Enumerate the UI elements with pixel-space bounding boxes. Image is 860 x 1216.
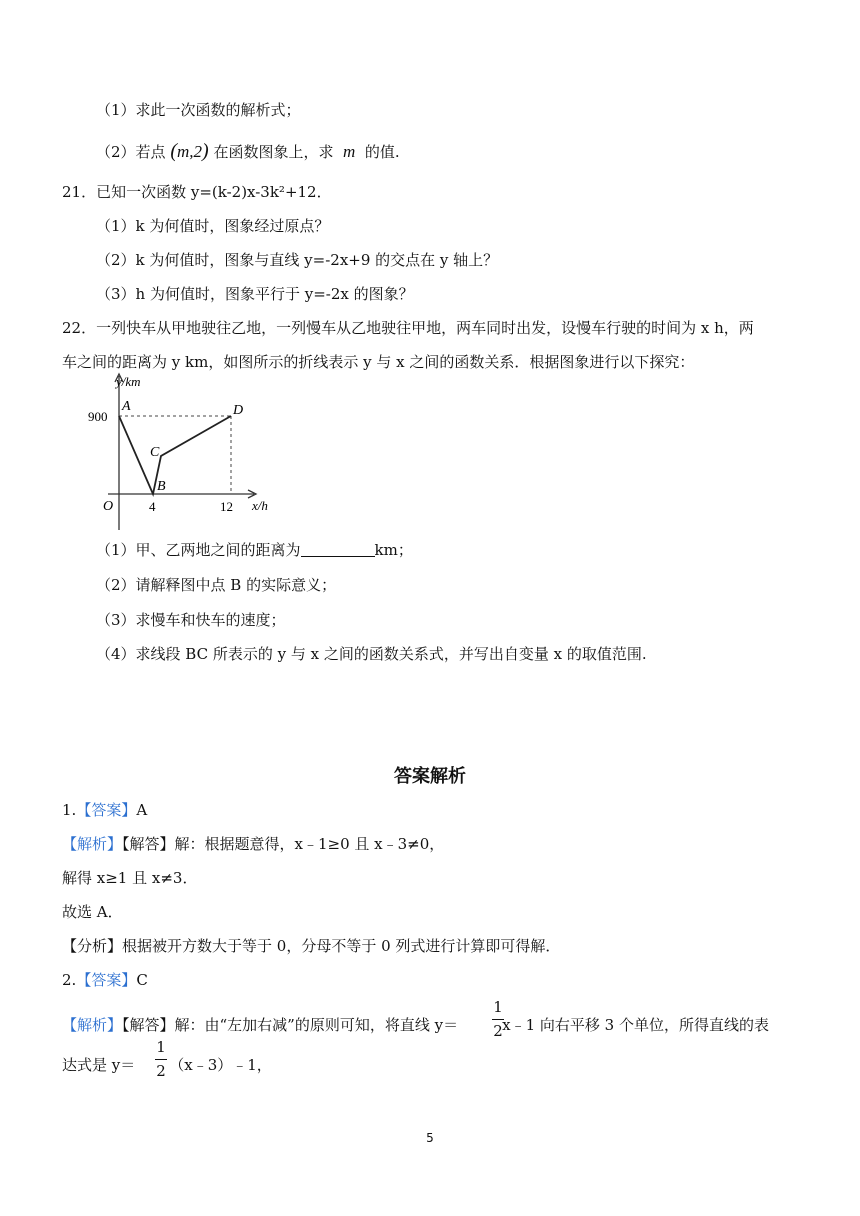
- fraction1-numerator: 1: [493, 998, 503, 1016]
- fraction2-denominator: 2: [156, 1062, 166, 1080]
- q20-part2-suffix: 的值.: [364, 143, 400, 161]
- answer2-value: C: [136, 971, 148, 989]
- q22-stem-line2: 车之间的距离为 y km，如图所示的折线表示 y 与 x 之间的函数关系．根据图象进行以下探究：: [62, 353, 695, 371]
- q20-part2-middle: 在函数图象上，求: [213, 143, 334, 161]
- answer1-header: [62, 800, 147, 820]
- x-tick-12: 12: [220, 499, 233, 514]
- q20-part2-prefix: （2）若点: [96, 143, 166, 161]
- point-b-label: B: [157, 479, 166, 494]
- q21-stem: 21．已知一次函数 y=(k-2)x-3k²+12．: [62, 183, 332, 201]
- point-c-label: C: [150, 445, 160, 460]
- fraction2-bar: [155, 1059, 167, 1060]
- answer1-tag: 【答案】: [76, 801, 137, 819]
- answer2-number: 2.: [62, 971, 77, 989]
- point-a-label: A: [122, 399, 131, 414]
- x-tick-4: 4: [149, 499, 156, 514]
- q21-part1: （1）k 为何值时，图象经过原点？: [96, 217, 330, 235]
- q22-stem-line1: 22．一列快车从甲地驶往乙地，一列慢车从乙地驶往甲地，两车同时出发，设慢车行驶的时间为 x h，两: [62, 319, 754, 337]
- answer1-line3: 故选 A．: [62, 903, 123, 921]
- q22-part1: [96, 540, 413, 560]
- graph-polyline: [119, 416, 231, 494]
- answer1-jiexi-text: 【解答】解：根据题意得，x﹣1≥0 且 x﹣3≠0，: [122, 835, 445, 853]
- answer2-jiexi-prefix: 【解答】解：由“左加右减”的原则可知，将直线 y＝: [122, 1016, 459, 1034]
- q21-part3: （3）h 为何值时，图象平行于 y=-2x 的图象？: [96, 285, 414, 303]
- q20-var-m: m: [343, 142, 356, 161]
- answer2-jiexi-tag: 【解析】: [62, 1016, 123, 1034]
- answer1-analysis: 【分析】根据被开方数大于等于 0，分母不等于 0 列式进行计算即可得解．: [62, 937, 561, 955]
- point-d-label: D: [233, 403, 244, 418]
- answer2-explanation: [62, 1015, 769, 1035]
- origin-label: O: [103, 499, 114, 514]
- q20-point-rest: ,2: [189, 142, 203, 161]
- answers-heading: 答案解析: [394, 766, 466, 787]
- answer1-value: A: [136, 801, 148, 819]
- answer2-jiexi-suffix: x﹣1 向右平移 3 个单位，所得直线的表: [502, 1016, 769, 1034]
- answer2-header: [62, 970, 148, 990]
- answer2-line2-prefix: 达式是 y＝: [62, 1056, 136, 1074]
- q22-part1-prefix: （1）甲、乙两地之间的距离为: [96, 541, 301, 559]
- answer1-number: 1.: [62, 801, 77, 819]
- answer1-jiexi-tag: 【解析】: [62, 835, 123, 853]
- y-tick-900: 900: [88, 409, 108, 424]
- fraction1-denominator: 2: [493, 1022, 503, 1040]
- q22-part2: （2）请解释图中点 B 的实际意义；: [96, 576, 337, 594]
- page-number: 5: [426, 1131, 434, 1145]
- q21-part2: （2）k 为何值时，图象与直线 y=-2x+9 的交点在 y 轴上？: [96, 251, 499, 269]
- q22-part1-suffix: km；: [374, 541, 413, 559]
- answer2-tag: 【答案】: [76, 971, 137, 989]
- y-axis-label: y/km: [116, 374, 141, 389]
- q20-part1: （1）求此一次函数的解析式；: [96, 101, 301, 119]
- q22-part4: （4）求线段 BC 所表示的 y 与 x 之间的函数关系式，并写出自变量 x 的取值范围.: [96, 645, 647, 663]
- q20-part2: （2）若点 (m,2) 在函数图象上，求 m 的值.: [96, 140, 400, 162]
- q20-point-m: m: [177, 142, 190, 161]
- q22-part3: （3）求慢车和快车的速度；: [96, 611, 286, 629]
- distance-time-graph: [82, 370, 282, 535]
- answer1-explanation: [62, 834, 444, 854]
- x-axis-label: x/h: [252, 498, 268, 513]
- fraction1-bar: [492, 1019, 504, 1020]
- answer2-line2-suffix: （x﹣3）﹣1，: [169, 1056, 272, 1074]
- answer1-line2: 解得 x≥1 且 x≠3．: [62, 869, 198, 887]
- answer-blank[interactable]: [301, 541, 375, 557]
- fraction2-numerator: 1: [156, 1038, 166, 1056]
